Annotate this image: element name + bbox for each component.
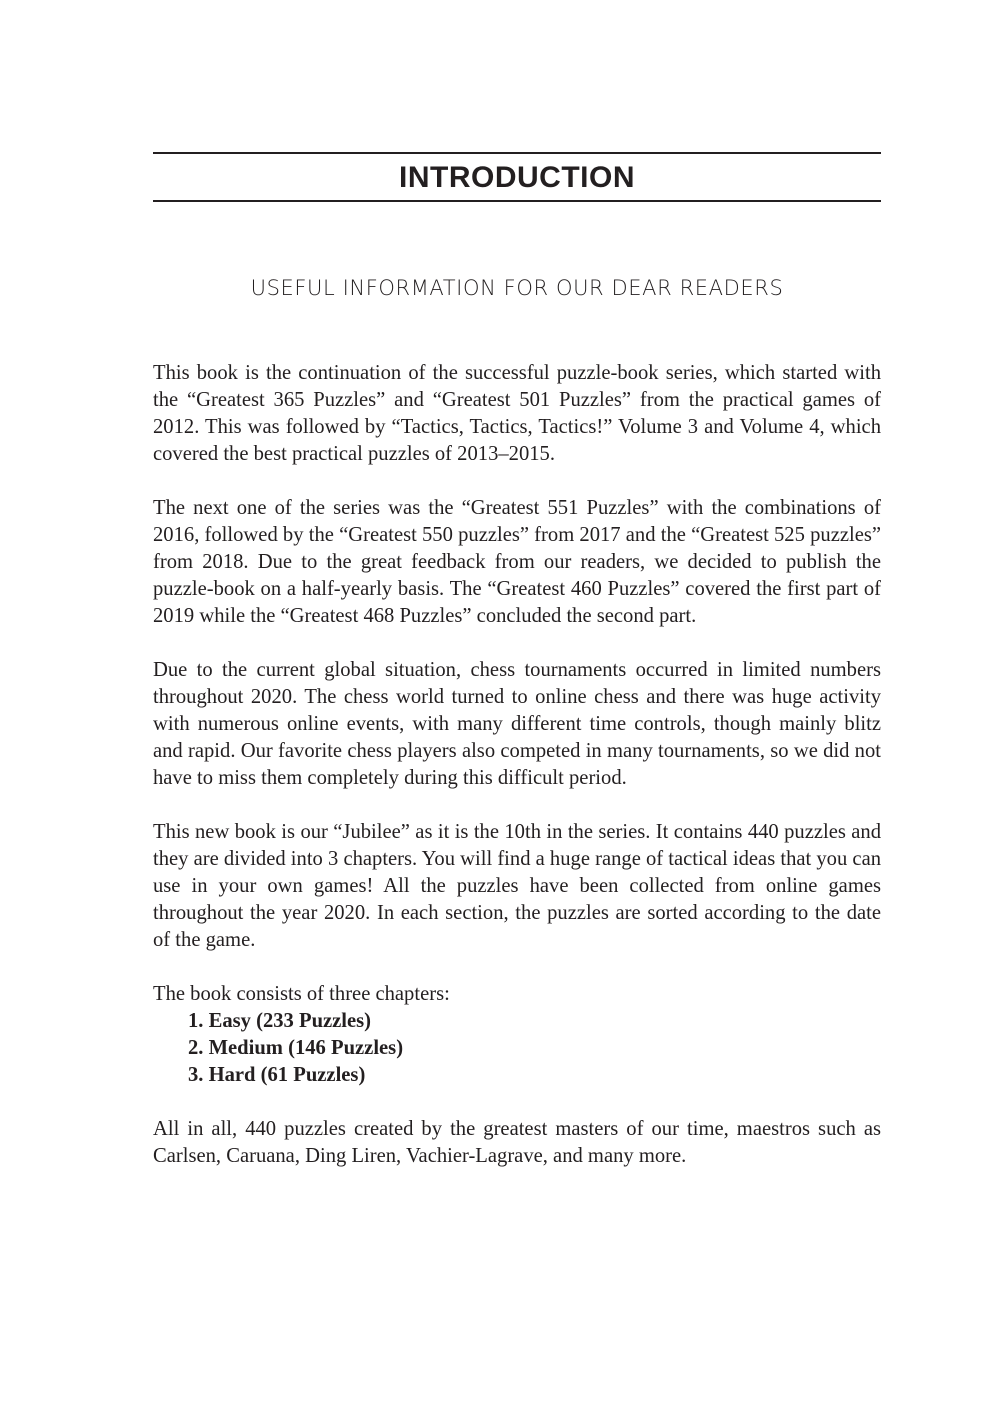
paragraph-series-history: This book is the continuation of the successful puzzle-book series, which started with the “Greatest 365 Puzzles” and “Greatest 501 Puzzles” from the practical games of 2012. This was followed by “Tactics, Tactics, Tactics!” Volume 3 and Volume 4, which covered the best practical puzzles of 2013–2015. <box>153 362 881 465</box>
paragraph-jubilee: This new book is our “Jubilee” as it is the 10th in the series. It contains 440 puzzles and they are divided into 3 chapters. You will find a huge range of tactical ideas that you can use in your own games! All the puzzles have been collected from online games throughout the year 2020. In each section, the puzzles are sorted according to the date of the game. <box>153 821 882 951</box>
chapter-list <box>153 1008 881 1089</box>
section-subtitle: USEFUL INFORMATION FOR OUR DEAR READERS <box>250 276 784 300</box>
paragraph-series-continuation: The next one of the series was the “Greatest 551 Puzzles” with the combinations of 2016, followed by the “Greatest 550 puzzles” from 2017 and the “Greatest 525 puzzles” from 2018. Due to the great feedback from our readers, we decided to publish the puzzle-book on a half-yearly basis. The “Greatest 460 Puzzles” covered the first part of 2019 while the “Greatest 468 Puzzles” concluded the second part. <box>153 497 881 627</box>
paragraph-closing: All in all, 440 puzzles created by the greatest masters of our time, maestros such as Carlsen, Caruana, Ding Liren, Vachier-Lagrave, and many more. <box>153 1118 881 1167</box>
chapter-item-medium: 2. Medium (146 Puzzles) <box>188 1037 404 1059</box>
page-title: INTRODUCTION <box>399 161 635 194</box>
title-block <box>153 152 881 202</box>
paragraph-global-situation: Due to the current global situation, chess tournaments occurred in limited numbers throughout 2020. The chess world turned to online chess and there was huge activity with numerous online events, with many different time controls, though mainly blitz and rapid. Our favorite chess players also competed in many tournaments, so we did not have to miss them completely during this difficult period. <box>153 659 881 789</box>
page-content <box>153 152 881 1170</box>
chapter-item-hard: 3. Hard (61 Puzzles) <box>188 1064 366 1086</box>
chapters-intro: The book consists of three chapters: <box>153 983 450 1005</box>
chapter-item-easy: 1. Easy (233 Puzzles) <box>188 1010 372 1032</box>
